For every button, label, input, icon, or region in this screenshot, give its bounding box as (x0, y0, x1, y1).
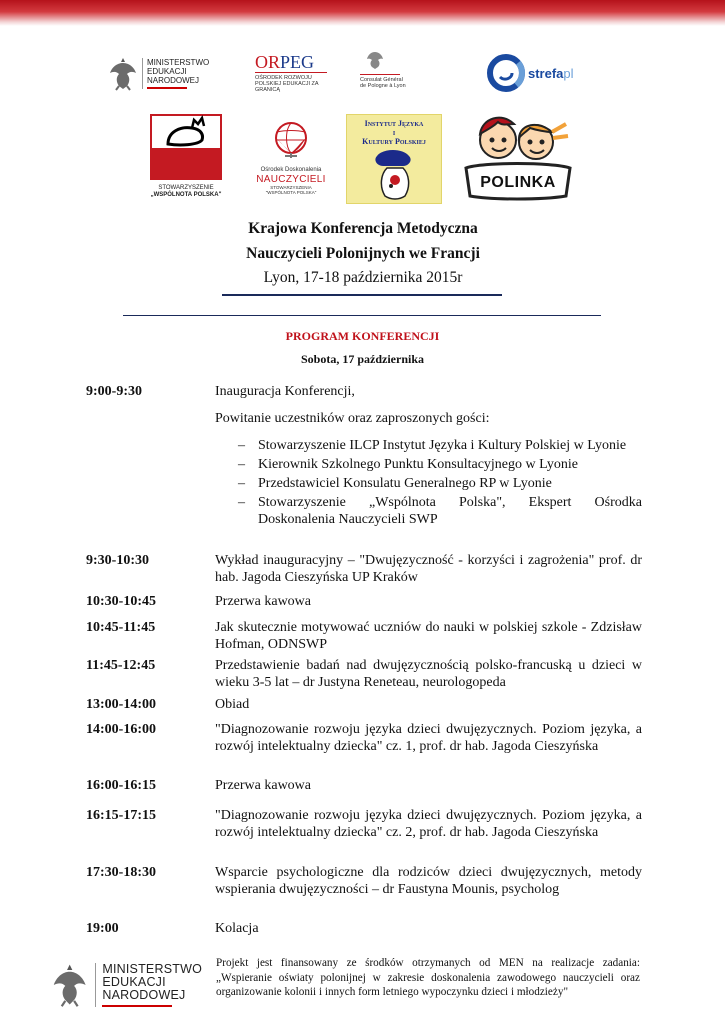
agenda-description: Wykład inauguracyjny – "Dwujęzyczność - korzyści i zagrożenia" prof. dr hab. Jagoda Cieszyńska UP Kraków (215, 553, 642, 585)
section-divider (123, 315, 601, 316)
orpeg-sub-2: POLSKIEJ EDUKACJI ZA GRANICĄ (255, 81, 319, 93)
polinka-word: POLINKA (480, 174, 556, 191)
swp-logo (150, 114, 222, 202)
agenda-time: 9:30-10:30 (86, 553, 149, 568)
agenda-time: 19:00 (86, 921, 119, 936)
agenda-time: 16:00-16:15 (86, 778, 156, 793)
consulate-line-2: de Pologne à Lyon (360, 83, 406, 89)
ilcp-line-3: Kultury Polskiej (362, 137, 426, 146)
agenda-description: Przedstawienie badań nad dwujęzycznością polsko-francuską u dzieci w wieku 3-5 lat – dr Justyna Reneteau, neurologopeda (215, 658, 642, 690)
odn-logo (256, 118, 326, 198)
agenda-text-line: Inauguracja Konferencji, (215, 384, 355, 399)
polinka-logo (462, 110, 574, 202)
odn-line-3: STOWARZYSZENIA "WSPÓLNOTA POLSKA" (265, 185, 317, 195)
guest-list-item: – Stowarzyszenie ILCP Instytut Języka i Kultury Polskiej w Lyonie (238, 438, 627, 453)
agenda-description: Obiad (215, 697, 250, 712)
consulate-line-1: Consulat Général (360, 77, 403, 83)
agenda-description: "Diagnozowanie rozwoju języka dzieci dwujęzycznych. Poziom języka, a rozwój intelektualny dziecka" cz. 1, prof. dr hab. Jagoda Cieszyńska (215, 722, 642, 754)
footer-men-logo (52, 955, 202, 1015)
odn-line-1: Ośrodek Doskonalenia (260, 167, 322, 173)
title-line-3: Lyon, 17-18 października 2015r (263, 269, 463, 286)
footer-men-line-1: MINISTERSTWO (102, 962, 202, 976)
guest-list (215, 437, 642, 528)
agenda-time: 10:45-11:45 (86, 620, 156, 635)
program-heading: PROGRAM KONFERENCJI (285, 329, 440, 343)
agenda-description: Przerwa kawowa (215, 778, 312, 793)
agenda-time: 17:30-18:30 (86, 865, 156, 880)
guest-list-item: – Przedstawiciel Konsulatu Generalnego RP w Lyonie (238, 476, 552, 491)
agenda-time: 14:00-16:00 (86, 722, 156, 737)
strefa-word: strefa (528, 65, 564, 81)
swp-line-1: STOWARZYSZENIE (158, 185, 214, 191)
agenda-time: 11:45-12:45 (86, 658, 156, 673)
ilcp-line-2: i (392, 128, 396, 137)
eagle-icon (108, 55, 138, 91)
agenda-description: Wsparcie psychologiczne dla rodziców dzieci dwujęzycznych, metody wspierania dwujęzyczności – dr Faustyna Mounis, psycholog (215, 865, 642, 897)
strefa-suffix: pl (563, 65, 574, 81)
conference-title (195, 218, 531, 289)
guest-list-item-text: Przedstawiciel Konsulatu Generalnego RP w Lyonie (258, 476, 552, 491)
agenda-time: 13:00-14:00 (86, 697, 156, 712)
title-line-1: Krajowa Konferencja Metodyczna (248, 220, 478, 237)
agenda-time: 9:00-9:30 (86, 384, 142, 399)
footer-men-line-3: NARODOWEJ (102, 988, 186, 1002)
agenda-description (215, 383, 642, 530)
guest-list-item-text: Stowarzyszenie ILCP Instytut Języka i Kultury Polskiej w Lyonie (258, 438, 627, 453)
ilcp-figure-icon (347, 146, 441, 202)
guest-list-item: – Kierownik Szkolnego Punktu Konsultacyjnego w Lyonie (238, 457, 579, 472)
footer-men-line-2: EDUKACJI (102, 975, 166, 989)
agenda-time: 10:30-10:45 (86, 594, 156, 609)
strefa-logo (486, 50, 586, 96)
agenda-description: Jak skutecznie motywować uczniów do nauki w polskiej szkole - Zdzisław Hofman, ODNSWP (215, 620, 642, 652)
funding-note: Projekt jest finansowany ze środków otrzymanych od MEN na realizacje zadania: „Wspieranie oświaty polonijnej w zakresie doskonalenia zawodowego nauczycieli oraz organizowanie kolonii i innych form letniego wypoczynku dzieci i młodzieży" (216, 957, 640, 998)
title-line-2: Nauczycieli Polonijnych we Francji (246, 245, 480, 262)
agenda-text-line: Powitanie uczestników oraz zaproszonych gości: (215, 411, 490, 426)
ilcp-logo (346, 114, 442, 204)
agenda-description: Przerwa kawowa (215, 594, 312, 609)
program-day: Sobota, 17 października (300, 352, 424, 366)
men-line-3: NARODOWEJ (147, 75, 199, 85)
swp-flag-icon (150, 114, 222, 180)
ilcp-line-1: Instytut Języka (364, 119, 424, 128)
top-decorative-bar (0, 0, 725, 26)
odn-line-2: NAUCZYCIELI (256, 174, 326, 185)
men-line-2: EDUKACJI (147, 66, 187, 76)
agenda-description: Kolacja (215, 921, 259, 936)
men-line-1: MINISTERSTWO (147, 57, 210, 67)
orpeg-sub-1: OŚRODEK ROZWOJU (255, 75, 312, 81)
odn-globe-icon (271, 118, 311, 162)
strefa-circle-icon (486, 53, 526, 93)
agenda-time: 16:15-17:15 (86, 808, 156, 823)
men-red-stripe (147, 87, 187, 89)
swp-line-2: „WSPÓLNOTA POLSKA" (150, 192, 222, 198)
guest-list-item-text: Kierownik Szkolnego Punktu Konsultacyjnego w Lyonie (258, 457, 579, 472)
orpeg-word-b: PEG (280, 52, 315, 72)
title-underline (222, 294, 502, 296)
orpeg-logo (255, 52, 327, 94)
orpeg-word-a: OR (255, 52, 281, 72)
guest-list-item-text: Stowarzyszenie „Wspólnota Polska", Ekspert Ośrodka Doskonalenia Nauczycieli SWP (258, 495, 642, 527)
footer-eagle-icon (52, 959, 87, 1011)
consulate-eagle-icon (366, 50, 384, 70)
agenda-description: "Diagnozowanie rozwoju języka dzieci dwujęzycznych. Poziom języka, a rozwój intelektualny dziecka" cz. 2, prof. dr hab. Jagoda Cieszyńska (215, 808, 642, 840)
consulate-logo (360, 50, 430, 95)
men-logo (108, 52, 218, 94)
footer-red-stripe (102, 1005, 172, 1007)
guest-list-item: – Stowarzyszenie „Wspólnota Polska", Ekspert Ośrodka Doskonalenia Nauczycieli SWP (238, 495, 642, 527)
